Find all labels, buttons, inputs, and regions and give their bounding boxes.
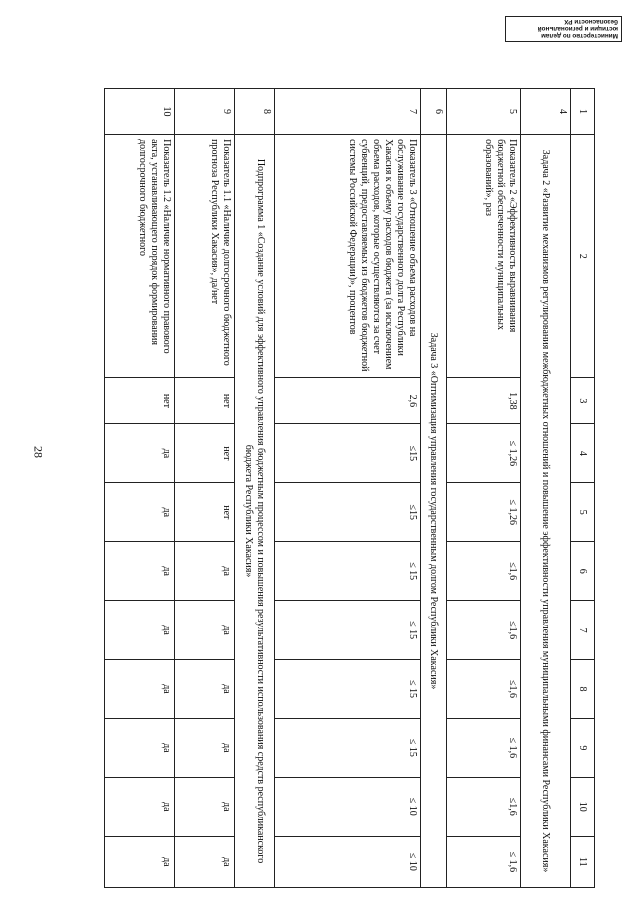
row-number: 7 xyxy=(275,89,421,135)
header-cell: 3 xyxy=(571,378,595,424)
indicators-table xyxy=(104,88,595,888)
value-cell: ≤ 1,6 xyxy=(447,836,521,887)
value-cell: ≤ 1,26 xyxy=(447,424,521,483)
value-cell: ≤ 10 xyxy=(275,836,421,887)
value-cell: да xyxy=(175,777,235,836)
value-cell: ≤ 15 xyxy=(275,542,421,601)
value-cell: ≤ 15 xyxy=(275,660,421,719)
value-cell: ≤1,6 xyxy=(447,660,521,719)
value-cell: 2,6 xyxy=(275,378,421,424)
row-number: 5 xyxy=(447,89,521,135)
value-cell: ≤15 xyxy=(275,483,421,542)
header-cell: 9 xyxy=(571,718,595,777)
table-row xyxy=(447,89,521,888)
table-row xyxy=(105,89,175,888)
value-cell: да xyxy=(175,542,235,601)
value-cell: да xyxy=(105,424,175,483)
task-heading: Задача 2 «Развитие механизмов регулирования межбюджетных отношений и повышение эффективности управления муниципальными финансами Республики Хакасия» xyxy=(521,135,571,888)
stamp-line: безопасности РХ xyxy=(564,17,618,25)
value-cell: да xyxy=(105,836,175,887)
stamp-line: Министерство по делам xyxy=(541,32,618,39)
header-cell: 2 xyxy=(571,135,595,378)
header-cell: 8 xyxy=(571,660,595,719)
value-cell: ≤ 1,26 xyxy=(447,483,521,542)
header-cell: 4 xyxy=(571,424,595,483)
header-cell: 1 xyxy=(571,89,595,135)
value-cell: нет xyxy=(105,378,175,424)
indicator-name: Показатель 3 «Отношение объема расходов на обслуживание государственного долга Республики Хакасия к объему расходов бюджета (за исключением объема расходов, которые осуществляются за счет субвенций, предоставляемых из бюджетов бюджетной системы Российской Федерации)», процентов xyxy=(275,135,421,378)
row-number: 8 xyxy=(235,89,275,135)
value-cell: да xyxy=(105,777,175,836)
value-cell: ≤15 xyxy=(275,424,421,483)
row-number: 10 xyxy=(105,89,175,135)
task-heading: Задача 3 «Оптимизация управления государственным долгом Республики Хакасия» xyxy=(421,135,447,888)
rotated-table-container xyxy=(105,88,595,888)
value-cell: нет xyxy=(175,378,235,424)
value-cell: да xyxy=(105,660,175,719)
value-cell: ≤1,6 xyxy=(447,542,521,601)
registration-stamp xyxy=(505,16,622,42)
value-cell: нет xyxy=(175,483,235,542)
value-cell: да xyxy=(175,601,235,660)
value-cell: да xyxy=(175,660,235,719)
indicator-name: Показатель 1.1 «Наличие долгосрочного бюджетного прогноза Республики Хакасия», да/нет xyxy=(175,135,235,378)
table-row xyxy=(275,89,421,888)
value-cell: ≤ 1,6 xyxy=(447,718,521,777)
row-number: 6 xyxy=(421,89,447,135)
value-cell: да xyxy=(175,718,235,777)
document-body xyxy=(105,88,595,888)
header-cell: 5 xyxy=(571,483,595,542)
value-cell: да xyxy=(105,542,175,601)
table-row xyxy=(175,89,235,888)
header-cell: 6 xyxy=(571,542,595,601)
header-cell: 10 xyxy=(571,777,595,836)
value-cell: ≤ 15 xyxy=(275,601,421,660)
value-cell: 1,38 xyxy=(447,378,521,424)
header-row xyxy=(571,89,595,888)
table-row xyxy=(521,89,571,888)
header-cell: 11 xyxy=(571,836,595,887)
table-row xyxy=(421,89,447,888)
indicator-name: Показатель 2 «Эффективность выравнивания бюджетной обеспеченности муниципальных образований», раз xyxy=(447,135,521,378)
value-cell: да xyxy=(105,483,175,542)
subprogram-heading: Подпрограмма 1 «Создание условий для эффективного управления бюджетным процессом и повышения результативности использования средств республиканского бюджета Республики Хакасия» xyxy=(235,135,275,888)
value-cell: да xyxy=(105,718,175,777)
value-cell: да xyxy=(175,836,235,887)
row-number: 4 xyxy=(521,89,571,135)
value-cell: да xyxy=(105,601,175,660)
value-cell: ≤1,6 xyxy=(447,777,521,836)
row-number: 9 xyxy=(175,89,235,135)
indicator-name: Показатель 1.2 «Наличие нормативного правового акта, устанавливающего порядок формирования долгосрочного бюджетного xyxy=(105,135,175,378)
page-number: 28 xyxy=(31,446,46,458)
value-cell: ≤1,6 xyxy=(447,601,521,660)
value-cell: нет xyxy=(175,424,235,483)
value-cell: ≤ 15 xyxy=(275,718,421,777)
stamp-line: юстиции и региональной xyxy=(537,24,618,32)
value-cell: ≤ 10 xyxy=(275,777,421,836)
header-cell: 7 xyxy=(571,601,595,660)
table-row xyxy=(235,89,275,888)
